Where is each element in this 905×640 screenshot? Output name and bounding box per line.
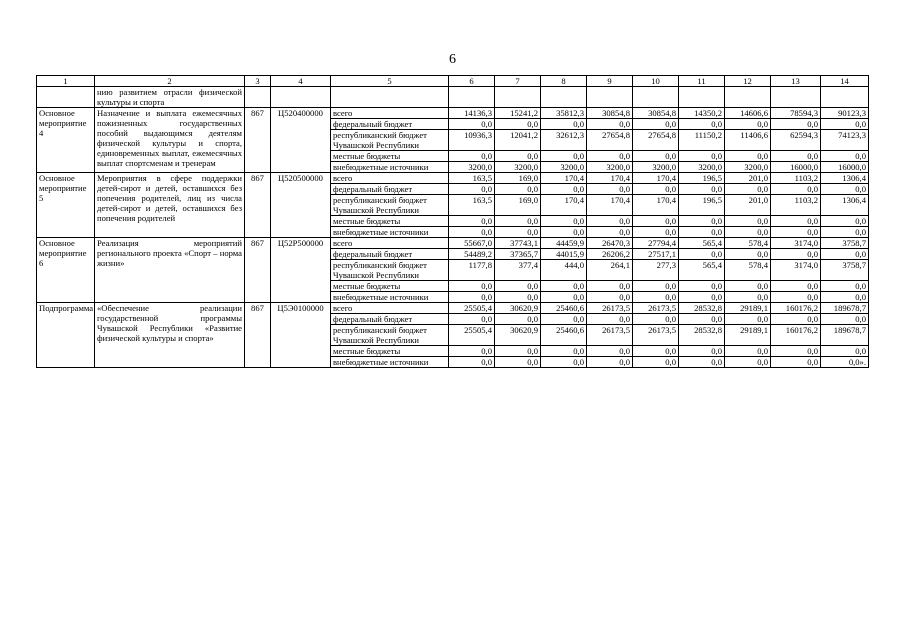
value-cell: 0,0 bbox=[633, 357, 679, 368]
empty-cell bbox=[587, 87, 633, 108]
funding-source: местные бюджеты bbox=[331, 151, 449, 162]
value-cell: 3174,0 bbox=[771, 260, 821, 281]
value-cell: 0,0 bbox=[633, 151, 679, 162]
funding-source: федеральный бюджет bbox=[331, 249, 449, 260]
value-cell: 0,0 bbox=[541, 292, 587, 303]
admin-code: 867 bbox=[245, 303, 271, 368]
value-cell: 25505,4 bbox=[449, 325, 495, 346]
program-description: Мероприятия в сфере поддержки детей-сирот и детей, оставшихся без попечения родителей, лиц из числа детей-сирот и детей, оставшихся без попечения родителей bbox=[95, 173, 245, 238]
value-cell: 0,0 bbox=[679, 314, 725, 325]
value-cell: 14606,6 bbox=[725, 108, 771, 119]
value-cell: 27654,8 bbox=[633, 130, 679, 151]
value-cell: 27654,8 bbox=[587, 130, 633, 151]
value-cell: 0,0 bbox=[633, 184, 679, 195]
empty-cell bbox=[541, 87, 587, 108]
value-cell: 0,0 bbox=[587, 216, 633, 227]
value-cell: 1103,2 bbox=[771, 195, 821, 216]
value-cell: 170,4 bbox=[587, 195, 633, 216]
value-cell: 1103,2 bbox=[771, 173, 821, 184]
value-cell: 26173,5 bbox=[587, 325, 633, 346]
value-cell: 0,0 bbox=[821, 119, 869, 130]
value-cell: 1306,4 bbox=[821, 173, 869, 184]
value-cell: 277,3 bbox=[633, 260, 679, 281]
value-cell: 3200,0 bbox=[679, 162, 725, 173]
value-cell: 0,0 bbox=[541, 357, 587, 368]
value-cell: 30854,8 bbox=[633, 108, 679, 119]
value-cell: 44459,9 bbox=[541, 238, 587, 249]
value-cell: 0,0 bbox=[587, 184, 633, 195]
column-number: 11 bbox=[679, 76, 725, 87]
funding-source: местные бюджеты bbox=[331, 281, 449, 292]
value-cell: 0,0 bbox=[679, 216, 725, 227]
value-cell: 25460,6 bbox=[541, 303, 587, 314]
value-cell: 0,0 bbox=[679, 357, 725, 368]
value-cell: 0,0 bbox=[541, 119, 587, 130]
funding-source: местные бюджеты bbox=[331, 216, 449, 227]
value-cell: 0,0 bbox=[679, 346, 725, 357]
value-cell: 565,4 bbox=[679, 238, 725, 249]
value-cell: 30620,9 bbox=[495, 303, 541, 314]
value-cell: 0,0 bbox=[541, 314, 587, 325]
value-cell: 0,0 bbox=[725, 119, 771, 130]
funding-source: республиканский бюджет Чувашской Республики bbox=[331, 130, 449, 151]
value-cell: 0,0 bbox=[587, 357, 633, 368]
value-cell: 26173,5 bbox=[633, 325, 679, 346]
funding-source: всего bbox=[331, 173, 449, 184]
empty-cell bbox=[633, 87, 679, 108]
value-cell: 0,0 bbox=[587, 346, 633, 357]
program-label: Основное мероприятие 5 bbox=[37, 173, 95, 238]
value-cell: 26173,5 bbox=[587, 303, 633, 314]
value-cell: 3200,0 bbox=[633, 162, 679, 173]
funding-source: всего bbox=[331, 238, 449, 249]
continuation-row bbox=[37, 87, 869, 108]
value-cell: 16000,0 bbox=[821, 162, 869, 173]
value-cell: 0,0 bbox=[725, 314, 771, 325]
value-cell: 0,0 bbox=[771, 184, 821, 195]
value-cell: 0,0 bbox=[633, 227, 679, 238]
value-cell: 28532,8 bbox=[679, 303, 725, 314]
column-number: 1 bbox=[37, 76, 95, 87]
value-cell: 189678,7 bbox=[821, 303, 869, 314]
value-cell: 0,0 bbox=[449, 227, 495, 238]
value-cell: 37743,1 bbox=[495, 238, 541, 249]
column-number: 3 bbox=[245, 76, 271, 87]
value-cell: 0,0 bbox=[541, 281, 587, 292]
value-cell: 0,0 bbox=[495, 184, 541, 195]
value-cell: 0,0 bbox=[633, 281, 679, 292]
column-number-row bbox=[37, 76, 869, 87]
value-cell: 44015,9 bbox=[541, 249, 587, 260]
value-cell: 30620,9 bbox=[495, 325, 541, 346]
value-cell: 0,0 bbox=[725, 184, 771, 195]
program-description: Реализация мероприятий регионального проекта «Спорт – норма жизни» bbox=[95, 238, 245, 303]
value-cell: 37365,7 bbox=[495, 249, 541, 260]
value-cell: 29189,1 bbox=[725, 303, 771, 314]
funding-source: республиканский бюджет Чувашской Республики bbox=[331, 325, 449, 346]
value-cell: 3200,0 bbox=[541, 162, 587, 173]
value-cell: 0,0 bbox=[449, 292, 495, 303]
value-cell: 15241,2 bbox=[495, 108, 541, 119]
value-cell: 196,5 bbox=[679, 173, 725, 184]
empty-cell bbox=[331, 87, 449, 108]
value-cell: 0,0 bbox=[587, 119, 633, 130]
value-cell: 170,4 bbox=[541, 195, 587, 216]
value-cell: 55667,0 bbox=[449, 238, 495, 249]
value-cell: 0,0 bbox=[541, 227, 587, 238]
value-cell: 0,0 bbox=[771, 281, 821, 292]
value-cell: 0,0 bbox=[725, 292, 771, 303]
column-number: 6 bbox=[449, 76, 495, 87]
value-cell: 3200,0 bbox=[587, 162, 633, 173]
value-cell: 14136,3 bbox=[449, 108, 495, 119]
funding-source: внебюджетные источники bbox=[331, 357, 449, 368]
value-cell: 444,0 bbox=[541, 260, 587, 281]
value-cell: 54489,2 bbox=[449, 249, 495, 260]
value-cell: 169,0 bbox=[495, 195, 541, 216]
value-cell: 189678,7 bbox=[821, 325, 869, 346]
value-cell: 29189,1 bbox=[725, 325, 771, 346]
value-cell: 0,0 bbox=[725, 346, 771, 357]
value-cell: 0,0 bbox=[633, 292, 679, 303]
value-cell: 160176,2 bbox=[771, 303, 821, 314]
value-cell: 0,0 bbox=[449, 314, 495, 325]
value-cell: 26206,2 bbox=[587, 249, 633, 260]
value-cell: 28532,8 bbox=[679, 325, 725, 346]
value-cell: 1177,8 bbox=[449, 260, 495, 281]
value-cell: 163,5 bbox=[449, 173, 495, 184]
admin-code: 867 bbox=[245, 173, 271, 238]
value-cell: 0,0 bbox=[725, 357, 771, 368]
admin-code: 867 bbox=[245, 108, 271, 173]
funding-source: республиканский бюджет Чувашской Республики bbox=[331, 195, 449, 216]
value-cell: 0,0 bbox=[587, 227, 633, 238]
empty-cell bbox=[725, 87, 771, 108]
value-cell: 0,0 bbox=[495, 119, 541, 130]
funding-source: федеральный бюджет bbox=[331, 119, 449, 130]
table-row bbox=[37, 238, 869, 249]
value-cell: 0,0». bbox=[821, 357, 869, 368]
value-cell: 0,0 bbox=[495, 151, 541, 162]
column-number: 14 bbox=[821, 76, 869, 87]
value-cell: 0,0 bbox=[449, 216, 495, 227]
value-cell: 74123,3 bbox=[821, 130, 869, 151]
column-number: 13 bbox=[771, 76, 821, 87]
value-cell: 10936,3 bbox=[449, 130, 495, 151]
value-cell: 35812,3 bbox=[541, 108, 587, 119]
value-cell: 14350,2 bbox=[679, 108, 725, 119]
table-row bbox=[37, 303, 869, 314]
funding-source: федеральный бюджет bbox=[331, 184, 449, 195]
value-cell: 163,5 bbox=[449, 195, 495, 216]
value-cell: 0,0 bbox=[449, 119, 495, 130]
value-cell: 0,0 bbox=[821, 346, 869, 357]
value-cell: 27517,1 bbox=[633, 249, 679, 260]
funding-source: внебюджетные источники bbox=[331, 162, 449, 173]
table-row bbox=[37, 173, 869, 184]
value-cell: 3758,7 bbox=[821, 238, 869, 249]
value-cell: 26470,3 bbox=[587, 238, 633, 249]
value-cell: 0,0 bbox=[449, 357, 495, 368]
value-cell: 0,0 bbox=[633, 314, 679, 325]
value-cell: 3174,0 bbox=[771, 238, 821, 249]
value-cell: 3200,0 bbox=[725, 162, 771, 173]
value-cell: 12041,2 bbox=[495, 130, 541, 151]
value-cell: 0,0 bbox=[771, 314, 821, 325]
program-label: Основное мероприятие 4 bbox=[37, 108, 95, 173]
empty-cell bbox=[679, 87, 725, 108]
value-cell: 0,0 bbox=[725, 249, 771, 260]
funding-source: внебюджетные источники bbox=[331, 227, 449, 238]
funding-source: всего bbox=[331, 303, 449, 314]
page-number: 6 bbox=[449, 52, 456, 67]
value-cell: 160176,2 bbox=[771, 325, 821, 346]
value-cell: 0,0 bbox=[633, 216, 679, 227]
budget-classification-code: Ц52Р500000 bbox=[271, 238, 331, 303]
value-cell: 0,0 bbox=[633, 346, 679, 357]
value-cell: 0,0 bbox=[587, 151, 633, 162]
value-cell: 201,0 bbox=[725, 173, 771, 184]
value-cell: 0,0 bbox=[679, 151, 725, 162]
value-cell: 170,4 bbox=[541, 173, 587, 184]
value-cell: 377,4 bbox=[495, 260, 541, 281]
column-number: 7 bbox=[495, 76, 541, 87]
value-cell: 0,0 bbox=[771, 227, 821, 238]
value-cell: 1306,4 bbox=[821, 195, 869, 216]
value-cell: 170,4 bbox=[587, 173, 633, 184]
value-cell: 27794,4 bbox=[633, 238, 679, 249]
value-cell: 30854,8 bbox=[587, 108, 633, 119]
value-cell: 3758,7 bbox=[821, 260, 869, 281]
program-description: «Обеспечение реализации государственной программы Чувашской Республики «Развитие физической культуры и спорта» bbox=[95, 303, 245, 368]
value-cell: 25505,4 bbox=[449, 303, 495, 314]
funding-source: местные бюджеты bbox=[331, 346, 449, 357]
value-cell: 0,0 bbox=[679, 281, 725, 292]
value-cell: 0,0 bbox=[541, 346, 587, 357]
budget-table bbox=[36, 75, 869, 368]
empty-cell bbox=[495, 87, 541, 108]
column-number: 5 bbox=[331, 76, 449, 87]
funding-source: федеральный бюджет bbox=[331, 314, 449, 325]
value-cell: 0,0 bbox=[679, 249, 725, 260]
value-cell: 170,4 bbox=[633, 173, 679, 184]
value-cell: 0,0 bbox=[679, 184, 725, 195]
budget-classification-code: Ц520400000 bbox=[271, 108, 331, 173]
value-cell: 264,1 bbox=[587, 260, 633, 281]
value-cell: 0,0 bbox=[541, 151, 587, 162]
value-cell: 196,5 bbox=[679, 195, 725, 216]
value-cell: 0,0 bbox=[821, 184, 869, 195]
value-cell: 0,0 bbox=[821, 227, 869, 238]
value-cell: 0,0 bbox=[495, 227, 541, 238]
value-cell: 0,0 bbox=[821, 249, 869, 260]
empty-cell bbox=[37, 87, 95, 108]
value-cell: 11406,6 bbox=[725, 130, 771, 151]
value-cell: 169,0 bbox=[495, 173, 541, 184]
value-cell: 578,4 bbox=[725, 238, 771, 249]
budget-classification-code: Ц5Э0100000 bbox=[271, 303, 331, 368]
value-cell: 0,0 bbox=[449, 281, 495, 292]
value-cell: 578,4 bbox=[725, 260, 771, 281]
column-number: 10 bbox=[633, 76, 679, 87]
value-cell: 62594,3 bbox=[771, 130, 821, 151]
value-cell: 201,0 bbox=[725, 195, 771, 216]
value-cell: 0,0 bbox=[821, 216, 869, 227]
empty-cell bbox=[245, 87, 271, 108]
value-cell: 0,0 bbox=[587, 314, 633, 325]
table-body bbox=[37, 76, 869, 368]
value-cell: 0,0 bbox=[821, 151, 869, 162]
admin-code: 867 bbox=[245, 238, 271, 303]
empty-cell bbox=[271, 87, 331, 108]
value-cell: 0,0 bbox=[495, 292, 541, 303]
empty-cell bbox=[821, 87, 869, 108]
value-cell: 0,0 bbox=[725, 227, 771, 238]
value-cell: 565,4 bbox=[679, 260, 725, 281]
value-cell: 0,0 bbox=[725, 216, 771, 227]
value-cell: 0,0 bbox=[495, 281, 541, 292]
empty-cell bbox=[771, 87, 821, 108]
value-cell: 0,0 bbox=[449, 151, 495, 162]
value-cell: 0,0 bbox=[771, 119, 821, 130]
value-cell: 26173,5 bbox=[633, 303, 679, 314]
value-cell: 0,0 bbox=[771, 292, 821, 303]
column-number: 2 bbox=[95, 76, 245, 87]
value-cell: 0,0 bbox=[821, 314, 869, 325]
value-cell: 0,0 bbox=[587, 281, 633, 292]
funding-source: внебюджетные источники bbox=[331, 292, 449, 303]
value-cell: 0,0 bbox=[821, 292, 869, 303]
value-cell: 0,0 bbox=[495, 357, 541, 368]
value-cell: 78594,3 bbox=[771, 108, 821, 119]
value-cell: 32612,3 bbox=[541, 130, 587, 151]
column-number: 12 bbox=[725, 76, 771, 87]
value-cell: 0,0 bbox=[771, 357, 821, 368]
budget-classification-code: Ц520500000 bbox=[271, 173, 331, 238]
program-description: Назначение и выплата ежемесячных пожизненных государственных пособий выдающимся деятелям физической культуры и спорта, единовременных выплат, ежемесячных выплат спортсменам и тренерам bbox=[95, 108, 245, 173]
value-cell: 16000,0 bbox=[771, 162, 821, 173]
value-cell: 0,0 bbox=[679, 227, 725, 238]
funding-source: республиканский бюджет Чувашской Республики bbox=[331, 260, 449, 281]
table-row bbox=[37, 108, 869, 119]
value-cell: 90123,3 bbox=[821, 108, 869, 119]
value-cell: 3200,0 bbox=[449, 162, 495, 173]
continuation-text: нию развитием отрасли физической культуры и спорта bbox=[95, 87, 245, 108]
value-cell: 0,0 bbox=[725, 281, 771, 292]
program-label: Основное мероприятие 6 bbox=[37, 238, 95, 303]
value-cell: 0,0 bbox=[679, 119, 725, 130]
value-cell: 11150,2 bbox=[679, 130, 725, 151]
value-cell: 0,0 bbox=[771, 216, 821, 227]
funding-source: всего bbox=[331, 108, 449, 119]
value-cell: 0,0 bbox=[771, 346, 821, 357]
value-cell: 0,0 bbox=[449, 184, 495, 195]
value-cell: 0,0 bbox=[771, 249, 821, 260]
value-cell: 0,0 bbox=[633, 119, 679, 130]
value-cell: 3200,0 bbox=[495, 162, 541, 173]
value-cell: 0,0 bbox=[495, 314, 541, 325]
value-cell: 0,0 bbox=[541, 184, 587, 195]
value-cell: 170,4 bbox=[633, 195, 679, 216]
value-cell: 0,0 bbox=[725, 151, 771, 162]
value-cell: 0,0 bbox=[679, 292, 725, 303]
column-number: 4 bbox=[271, 76, 331, 87]
value-cell: 25460,6 bbox=[541, 325, 587, 346]
value-cell: 0,0 bbox=[495, 346, 541, 357]
value-cell: 0,0 bbox=[541, 216, 587, 227]
program-label: Подпрограмма bbox=[37, 303, 95, 368]
value-cell: 0,0 bbox=[587, 292, 633, 303]
value-cell: 0,0 bbox=[449, 346, 495, 357]
value-cell: 0,0 bbox=[495, 216, 541, 227]
empty-cell bbox=[449, 87, 495, 108]
value-cell: 0,0 bbox=[821, 281, 869, 292]
column-number: 9 bbox=[587, 76, 633, 87]
column-number: 8 bbox=[541, 76, 587, 87]
value-cell: 0,0 bbox=[771, 151, 821, 162]
